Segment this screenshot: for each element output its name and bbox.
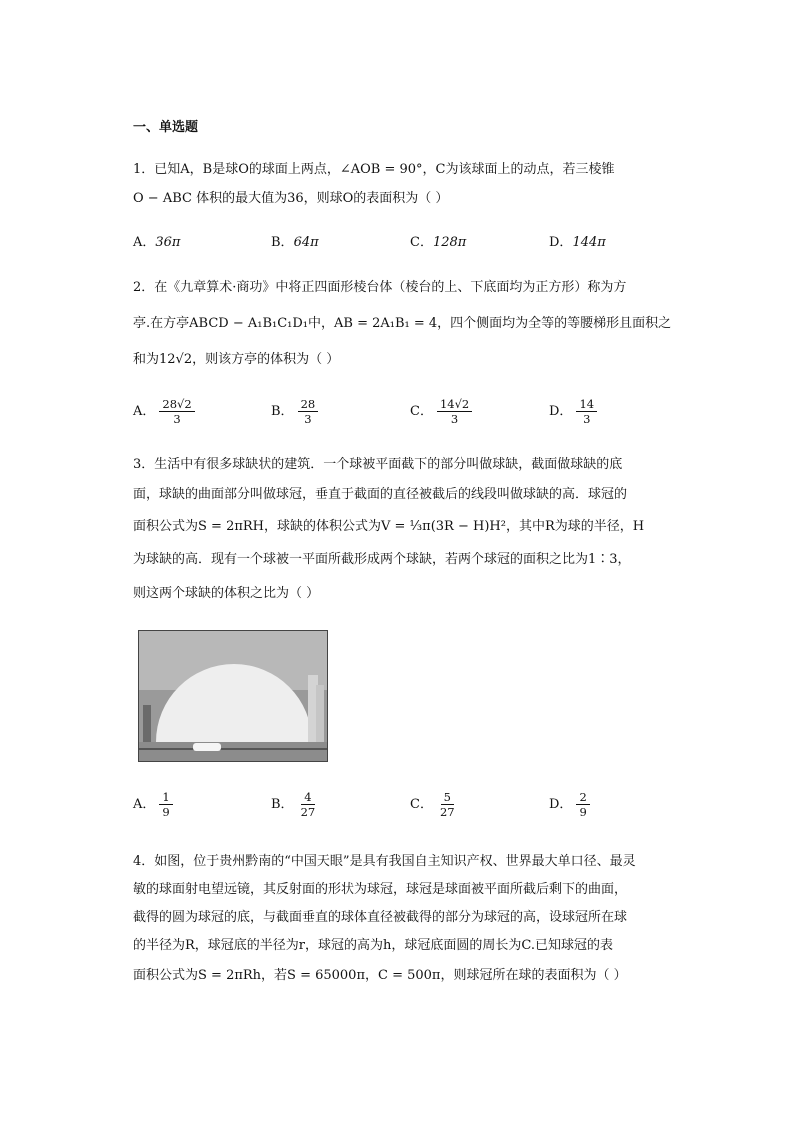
q3-option-a-numerator: 1 <box>159 790 172 805</box>
dome-building-photo <box>138 630 328 762</box>
q3-option-c-denominator: 27 <box>439 805 455 819</box>
q1-option-d-label: D． <box>549 235 573 250</box>
q4-line-2: 敏的球面射电望远镜，其反射面的形状为球冠，球冠是球面被平面所截后剩下的曲面， <box>133 882 628 897</box>
q3-option-b-fraction <box>298 790 319 819</box>
q1-option-b-value: 64π <box>293 235 319 250</box>
q3-option-d-denominator: 9 <box>579 805 587 819</box>
q2-option-d-numerator: 14 <box>576 397 597 412</box>
q1-option-b-label: B． <box>271 235 294 250</box>
q2-option-c[interactable] <box>410 397 472 426</box>
q1-option-c-value: 128π <box>432 235 467 250</box>
q3-option-a-denominator: 9 <box>162 805 170 819</box>
q3-line-3: 面积公式为S = 2πRH，球缺的体积公式为V = ⅓π(3R − H)H²，其中R为球的半径，H <box>133 519 645 534</box>
q2-option-d-label: D． <box>549 404 573 419</box>
q1-option-c[interactable] <box>410 233 466 253</box>
q1-option-b[interactable] <box>271 233 319 253</box>
section-title: 一、单选题 <box>133 120 199 135</box>
q2-option-d[interactable] <box>549 397 597 426</box>
q2-option-c-label: C． <box>410 404 433 419</box>
q3-line-1: 3．生活中有很多球缺状的建筑．一个球被平面截下的部分叫做球缺，截面做球缺的底 <box>133 457 623 472</box>
q2-option-a-numerator: 28√2 <box>159 397 194 412</box>
q1-line-2: O − ABC 体积的最大值为36，则球O的表面积为（ ） <box>133 191 449 206</box>
q2-line-1: 2．在《九章算术·商功》中将正四面形棱台体（棱台的上、下底面均为正方形）称为方 <box>133 280 627 295</box>
q3-option-c-numerator: 5 <box>441 790 454 805</box>
q2-option-c-denominator: 3 <box>450 412 459 426</box>
q1-option-d-value: 144π <box>572 235 606 250</box>
q2-option-b[interactable] <box>271 397 318 426</box>
q2-option-a-denominator: 3 <box>173 412 181 426</box>
q2-option-b-label: B． <box>271 404 294 419</box>
q2-option-b-denominator: 3 <box>304 412 312 426</box>
q2-option-a-fraction <box>159 397 194 426</box>
q3-option-c-label: C． <box>410 797 433 812</box>
q3-option-a-fraction <box>159 790 172 819</box>
q1-option-a-label: A． <box>133 235 156 250</box>
q4-line-1: 4．如图，位于贵州黔南的“中国天眼”是具有我国自主知识产权、世界最大单口径、最灵 <box>133 854 636 869</box>
q3-option-d-fraction <box>576 790 589 819</box>
q2-option-b-numerator: 28 <box>298 397 319 412</box>
q1-option-d[interactable] <box>549 233 606 253</box>
q2-line-2: 亭.在方亭ABCD − A₁B₁C₁D₁中，AB = 2A₁B₁ = 4，四个侧面均为全等的等腰梯形且面积之 <box>133 316 672 331</box>
q2-option-c-fraction <box>437 397 472 426</box>
q4-line-3: 截得的圆为球冠的底，与截面垂直的球体直径被截得的部分为球冠的高，设球冠所在球 <box>133 910 628 925</box>
q3-option-d-label: D． <box>549 797 573 812</box>
q3-option-b-denominator: 27 <box>300 805 316 819</box>
q2-option-a[interactable] <box>133 397 195 426</box>
q2-option-b-fraction <box>298 397 319 426</box>
q3-option-b-numerator: 4 <box>301 790 314 805</box>
q2-option-a-label: A． <box>133 404 156 419</box>
q2-option-d-fraction <box>576 397 597 426</box>
q3-line-2: 面，球缺的曲面部分叫做球冠，垂直于截面的直径被截后的线段叫做球缺的高．球冠的 <box>133 487 628 502</box>
q4-line-5: 面积公式为S = 2πRh，若S = 65000π，C = 500π，则球冠所在球的表面积为（ ） <box>133 968 627 983</box>
q1-option-c-label: C． <box>410 235 433 250</box>
q4-line-4: 的半径为R，球冠底的半径为r，球冠的高为h，球冠底面圆的周长为C.已知球冠的表 <box>133 938 613 953</box>
q3-option-b-label: B． <box>271 797 294 812</box>
q2-option-d-denominator: 3 <box>583 412 591 426</box>
q3-line-4: 为球缺的高．现有一个球被一平面所截形成两个球缺，若两个球冠的面积之比为1∶3， <box>133 552 631 567</box>
q3-option-d-numerator: 2 <box>576 790 589 805</box>
q3-option-a-label: A． <box>133 797 156 812</box>
q3-option-c-fraction <box>437 790 458 819</box>
q1-option-a-value: 36π <box>155 235 181 250</box>
q1-option-a[interactable] <box>133 233 180 253</box>
q3-option-c[interactable] <box>410 790 458 819</box>
q2-line-3: 和为12√2，则该方亭的体积为（ ） <box>133 352 340 367</box>
q3-line-5: 则这两个球缺的体积之比为（ ） <box>133 586 320 601</box>
q2-option-c-numerator: 14√2 <box>437 397 472 412</box>
q1-line-1: 1．已知A，B是球O的球面上两点，∠AOB = 90°，C为该球面上的动点，若三棱锥 <box>133 162 615 177</box>
q3-option-a[interactable] <box>133 790 173 819</box>
q3-option-d[interactable] <box>549 790 590 819</box>
q3-option-b[interactable] <box>271 790 318 819</box>
